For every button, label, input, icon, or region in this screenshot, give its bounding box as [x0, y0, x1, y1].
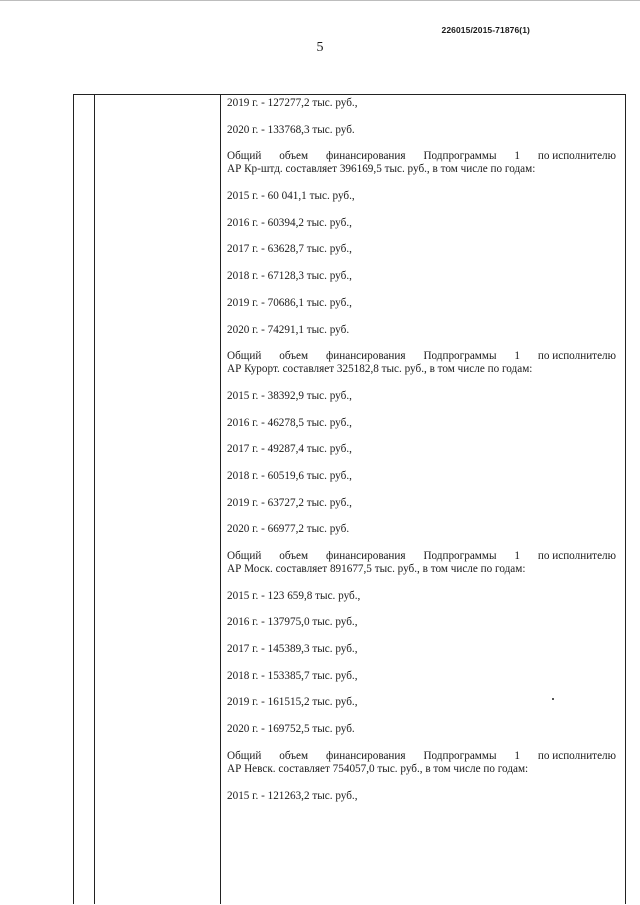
paragraph-line [227, 150, 616, 163]
year-entry: 2017 г. - 49287,4 тыс. руб., [227, 443, 352, 456]
year-entry: 2020 г. - 169752,5 тыс. руб. [227, 723, 355, 736]
word: Подпрограммы [423, 350, 497, 363]
document-id: 226015/2015-71876(1) [441, 25, 530, 35]
year-entry: 2015 г. - 121263,2 тыс. руб., [227, 789, 358, 802]
word: 1 [514, 749, 520, 762]
year-entry: 2016 г. - 60394,2 тыс. руб., [227, 216, 352, 229]
paragraph-line: АР Моск. составляет 891677,5 тыс. руб., в том числе по годам: [227, 563, 526, 575]
word: по исполнителю [537, 749, 616, 762]
word: финансирования [326, 749, 406, 762]
year-entry: 2019 г. - 70686,1 тыс. руб., [227, 296, 352, 309]
year-entry: 2018 г. - 153385,7 тыс. руб., [227, 669, 358, 682]
year-entry: 2017 г. - 145389,3 тыс. руб., [227, 643, 358, 656]
financing-summary-paragraph [227, 350, 616, 376]
word: Общий [227, 550, 262, 562]
word: по исполнителю [537, 350, 616, 363]
financing-summary-paragraph [227, 550, 616, 576]
word: Подпрограммы [423, 550, 497, 562]
year-entry: 2019 г. - 161515,2 тыс. руб., [227, 696, 358, 709]
table-column-divider [220, 95, 221, 904]
year-entry: 2020 г. - 133768,3 тыс. руб. [227, 123, 355, 136]
year-entry: 2016 г. - 46278,5 тыс. руб., [227, 416, 352, 429]
year-entry: 2016 г. - 137975,0 тыс. руб., [227, 616, 358, 629]
year-entry: 2018 г. - 60519,6 тыс. руб., [227, 469, 352, 482]
word: 1 [514, 350, 520, 363]
word: 1 [514, 150, 520, 163]
page-top-edge [0, 0, 640, 1]
word: объем [279, 350, 309, 363]
table-cell-content [227, 97, 616, 816]
year-entry: 2015 г. - 60 041,1 тыс. руб., [227, 190, 355, 203]
word: Общий [227, 350, 262, 363]
paragraph-line [227, 750, 616, 763]
year-entry: 2018 г. - 67128,3 тыс. руб., [227, 270, 352, 283]
financing-summary-paragraph [227, 750, 616, 776]
paragraph-line [227, 350, 616, 363]
word: объем [279, 150, 309, 163]
word: 1 [514, 550, 520, 562]
word: Подпрограммы [423, 749, 497, 762]
word: Общий [227, 749, 262, 762]
word: финансирования [326, 350, 406, 363]
year-entry: 2019 г. - 63727,2 тыс. руб., [227, 496, 352, 509]
year-entry: 2020 г. - 74291,1 тыс. руб. [227, 323, 350, 336]
year-entry: 2015 г. - 38392,9 тыс. руб., [227, 389, 352, 402]
table-column-divider [94, 95, 95, 904]
word: Общий [227, 150, 262, 163]
word: объем [279, 550, 309, 562]
year-entry: 2015 г. - 123 659,8 тыс. руб., [227, 589, 361, 602]
page-number: 5 [316, 40, 324, 55]
scan-speck [552, 698, 554, 700]
year-entry: 2020 г. - 66977,2 тыс. руб. [227, 523, 350, 536]
word: объем [279, 749, 309, 762]
word: по исполнителю [537, 150, 616, 163]
word: финансирования [326, 550, 406, 562]
financing-summary-paragraph [227, 150, 616, 176]
word: Подпрограммы [423, 150, 497, 163]
word: финансирования [326, 150, 406, 163]
paragraph-line [227, 550, 616, 563]
word: по исполнителю [537, 550, 616, 562]
paragraph-line: АР Невск. составляет 754057,0 тыс. руб., в том числе по годам: [227, 762, 529, 775]
year-entry: 2017 г. - 63628,7 тыс. руб., [227, 243, 352, 256]
paragraph-line: АР Курорт. составляет 325182,8 тыс. руб., в том числе по годам: [227, 363, 533, 376]
paragraph-line: АР Кр-штд. составляет 396169,5 тыс. руб., в том числе по годам: [227, 163, 536, 176]
year-entry: 2019 г. - 127277,2 тыс. руб., [227, 97, 358, 109]
